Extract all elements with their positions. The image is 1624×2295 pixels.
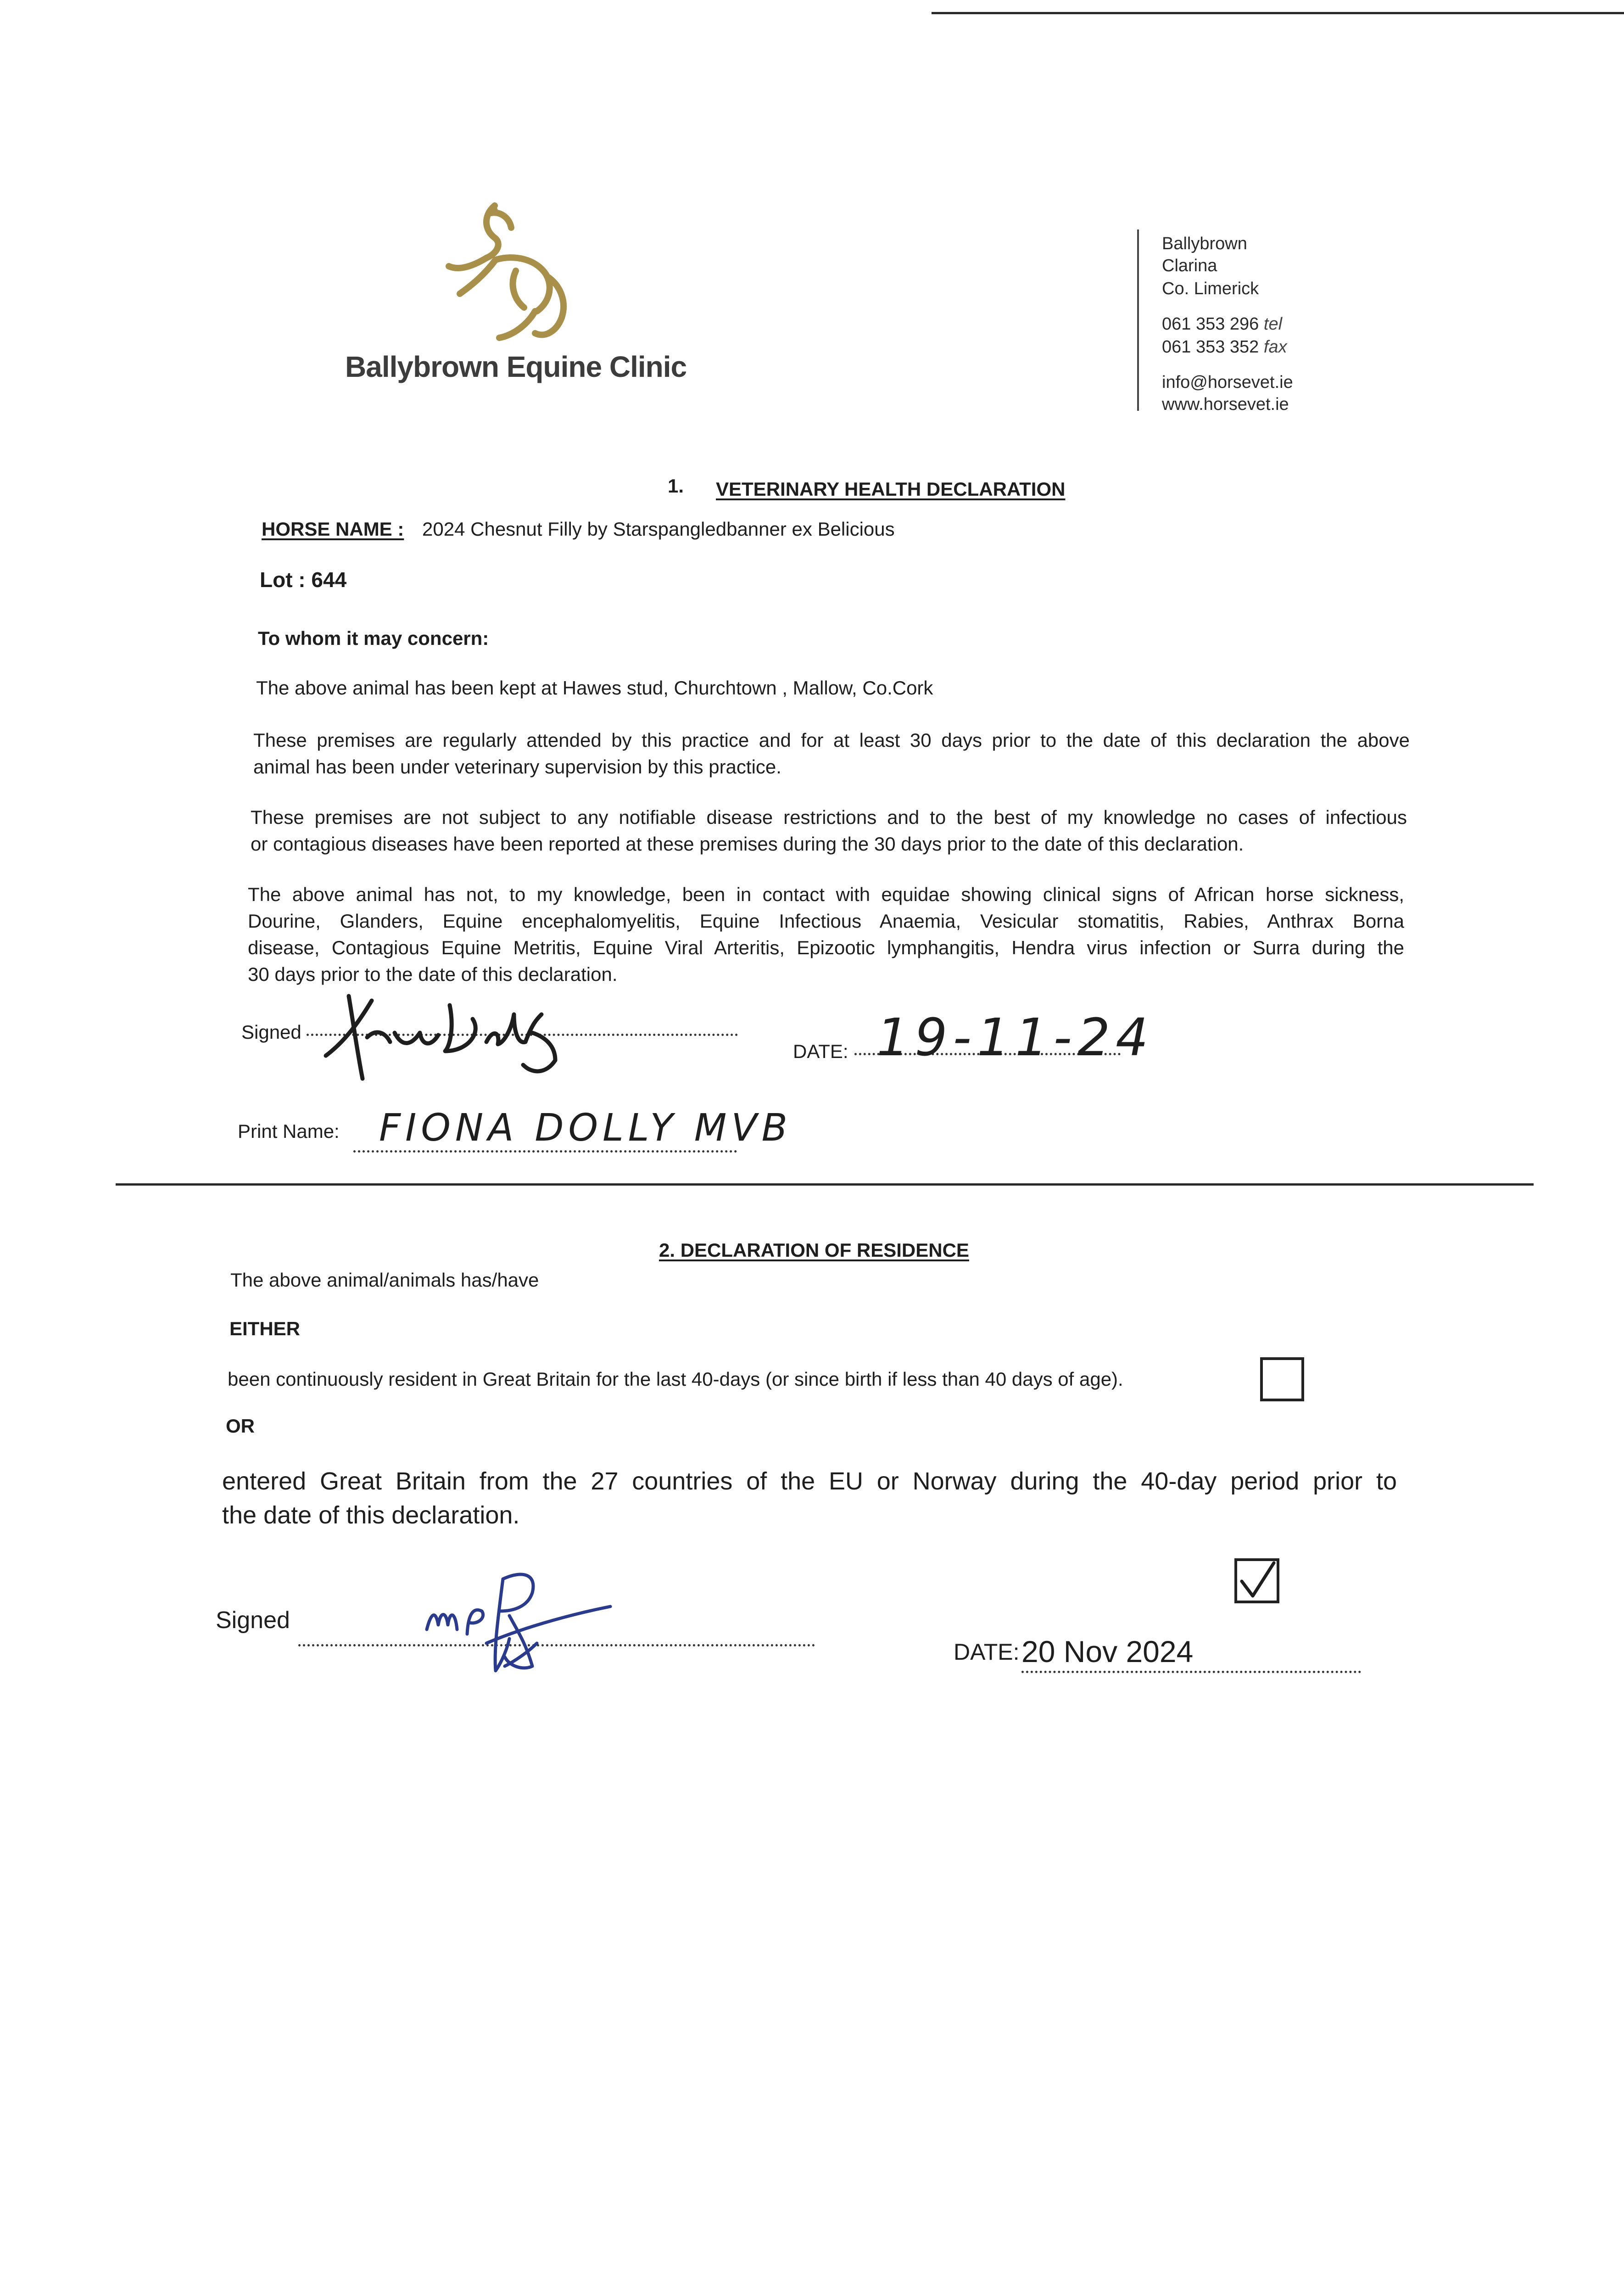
- paragraph-restrictions-line-2: or contagious diseases have been reported at these premises during the 30 days prior to the date of this declaration.: [251, 833, 1244, 855]
- date-line-2: [1021, 1671, 1361, 1673]
- print-name-line: [353, 1150, 737, 1153]
- horse-name-value: 2024 Chesnut Filly by Starspangledbanner ex Belicious: [422, 518, 895, 540]
- email-address: info@horsevet.ie: [1162, 373, 1293, 392]
- horse-name-row: [262, 516, 895, 543]
- paragraph-supervision: [253, 727, 1410, 780]
- paragraph-restrictions: [251, 804, 1407, 857]
- paragraph-kept-at: The above animal has been kept at Hawes stud, Churchtown , Mallow, Co.Cork: [256, 677, 933, 699]
- option-resident-text: been continuously resident in Great Britain for the last 40-days (or since birth if less than 40 days of age).: [228, 1368, 1123, 1390]
- date-value-2: 20 Nov 2024: [1021, 1634, 1194, 1668]
- section-divider: [116, 1183, 1534, 1186]
- telephone-line: [1162, 314, 1282, 334]
- section-1-title: VETERINARY HEALTH DECLARATION: [716, 478, 1066, 500]
- section-1-number: 1.: [668, 475, 684, 497]
- lot-value: 644: [311, 568, 347, 592]
- paragraph-contact-line-2: Dourine, Glanders, Equine encephalomyelitis, Equine Infectious Anaemia, Vesicular stomatitis, Rabies, Anthrax Borna: [248, 910, 1404, 932]
- paragraph-supervision-line-2: animal has been under veterinary supervision by this practice.: [253, 756, 781, 778]
- website-address: www.horsevet.ie: [1162, 395, 1289, 414]
- paragraph-contact: [248, 881, 1404, 988]
- option-entered-checkbox[interactable]: [1234, 1558, 1279, 1603]
- option-resident-checkbox[interactable]: [1260, 1357, 1304, 1401]
- signature-vet: [317, 987, 574, 1083]
- top-edge-line: [932, 12, 1624, 14]
- fax-label: fax: [1263, 337, 1287, 357]
- paragraph-contact-line-4: 30 days prior to the date of this declaration.: [248, 963, 618, 985]
- clinic-name: Ballybrown Equine Clinic: [345, 350, 687, 383]
- address-divider: [1137, 230, 1139, 411]
- date-label-2: DATE:: [954, 1639, 1020, 1665]
- date-value-1: 19-11-24: [876, 1008, 1154, 1068]
- signed-label-2: Signed: [216, 1607, 290, 1634]
- paragraph-contact-line-3: disease, Contagious Equine Metritis, Equine Viral Arteritis, Epizootic lymphangitis, Hendra virus infection or Surra during the: [248, 937, 1404, 958]
- rearing-horse-logo: [441, 197, 578, 353]
- paragraph-restrictions-line-1: These premises are not subject to any notifiable disease restrictions and to the best of my knowledge no cases of infectious: [251, 806, 1407, 828]
- fax-line: [1162, 337, 1287, 357]
- print-name-value: FIONA DOLLY MVB: [379, 1106, 792, 1150]
- horse-name-label: HORSE NAME :: [262, 518, 404, 540]
- telephone-label: tel: [1263, 314, 1283, 334]
- option-entered-text: [222, 1464, 1397, 1532]
- print-name-label: Print Name:: [238, 1120, 340, 1142]
- date-label-1: DATE:: [793, 1041, 848, 1062]
- signature-declarant: [418, 1561, 619, 1680]
- paragraph-supervision-line-1: These premises are regularly attended by this practice and for at least 30 days prior to the date of this declaration the above: [253, 729, 1410, 751]
- residence-intro: The above animal/animals has/have: [230, 1269, 539, 1291]
- option-entered-line-2: the date of this declaration.: [222, 1501, 520, 1529]
- or-label: OR: [226, 1415, 255, 1437]
- signed-label-1: Signed: [241, 1021, 301, 1043]
- fax-number: 061 353 352: [1162, 337, 1259, 357]
- option-entered-line-1: entered Great Britain from the 27 countries of the EU or Norway during the 40-day period prior to: [222, 1467, 1397, 1495]
- section-2-title: 2. DECLARATION OF RESIDENCE: [659, 1239, 969, 1261]
- salutation: To whom it may concern:: [258, 627, 489, 649]
- either-label: EITHER: [229, 1318, 301, 1339]
- lot-label: Lot :: [260, 568, 306, 592]
- check-mark-icon: [1237, 1561, 1277, 1601]
- address-line-1: Ballybrown: [1162, 234, 1247, 253]
- paragraph-contact-line-1: The above animal has not, to my knowledge, been in contact with equidae showing clinical signs of African horse sickness,: [248, 884, 1404, 905]
- telephone-number: 061 353 296: [1162, 314, 1259, 334]
- address-line-2: Clarina: [1162, 256, 1217, 275]
- lot-row: [260, 566, 346, 593]
- address-line-3: Co. Limerick: [1162, 279, 1259, 298]
